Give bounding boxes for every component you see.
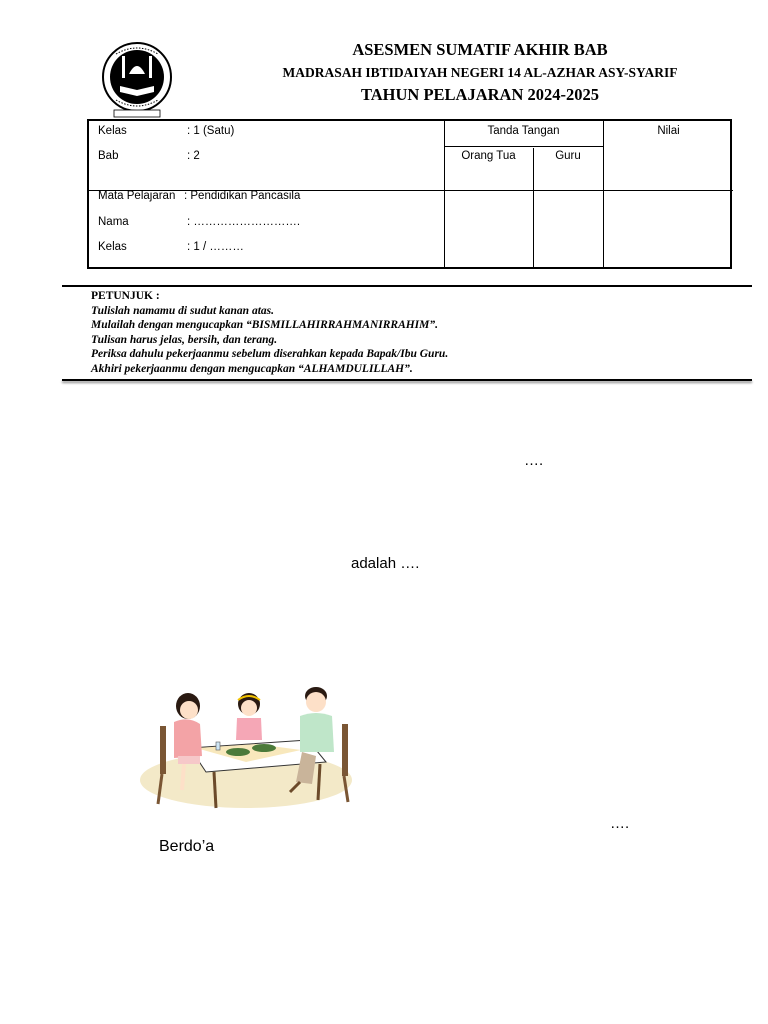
instruction-item: Tulisan harus jelas, bersih, dan terang. [91, 333, 278, 346]
bab-value: : 2 [187, 150, 200, 162]
teacher-signature-header: Guru [555, 150, 581, 162]
instruction-item: Akhiri pekerjaanmu dengan mengucapkan “ALHAMDULILLAH”. [91, 362, 413, 375]
bab-label: Bab [98, 150, 119, 162]
instruction-item: Tulislah namamu di sudut kanan atas. [91, 304, 275, 317]
question-2-text: adalah …. [351, 555, 420, 572]
parent-signature-header: Orang Tua [461, 150, 516, 162]
school-name: MADRASAH IBTIDAIYAH NEGERI 14 AL-AZHAR ASY-SYARIF [282, 65, 678, 80]
instructions-heading: PETUNJUK : [91, 290, 160, 302]
score-cell[interactable] [604, 191, 730, 267]
question-1-blank: …. [524, 452, 544, 469]
madrasah-logo-icon [92, 40, 182, 118]
student-info-box [87, 119, 732, 269]
subject-value: : Pendidikan Pancasila [184, 190, 301, 202]
signature-header: Tanda Tangan [487, 125, 560, 137]
divider-bottom [62, 379, 752, 381]
name-label: Nama [98, 216, 129, 228]
answer-option-label: Berdo’a [159, 838, 215, 855]
teacher-signature-cell[interactable] [534, 191, 603, 267]
kelas-value: : 1 (Satu) [187, 125, 235, 137]
class-field[interactable]: : 1 / ……… [187, 241, 244, 253]
subject-label: Mata Pelajaran [98, 190, 176, 202]
class-label: Kelas [98, 241, 127, 253]
page-title: ASESMEN SUMATIF AKHIR BAB [352, 40, 608, 59]
parent-signature-cell[interactable] [445, 191, 533, 267]
instructions-block [91, 289, 448, 377]
academic-year: TAHUN PELAJARAN 2024-2025 [360, 85, 600, 104]
instruction-item: Periksa dahulu pekerjaanmu sebelum diserahkan kepada Bapak/Ibu Guru. [91, 348, 449, 361]
instruction-item: Mulailah dengan mengucapkan “BISMILLAHIRRAHMANIRRAHIM”. [91, 319, 439, 332]
score-header: Nilai [657, 125, 680, 137]
name-field[interactable]: : ………………………. [187, 216, 301, 228]
divider-top [62, 285, 752, 287]
kelas-label: Kelas [98, 125, 127, 137]
question-3-blank: …. [610, 815, 630, 832]
family-praying-at-table-illustration [136, 686, 362, 812]
